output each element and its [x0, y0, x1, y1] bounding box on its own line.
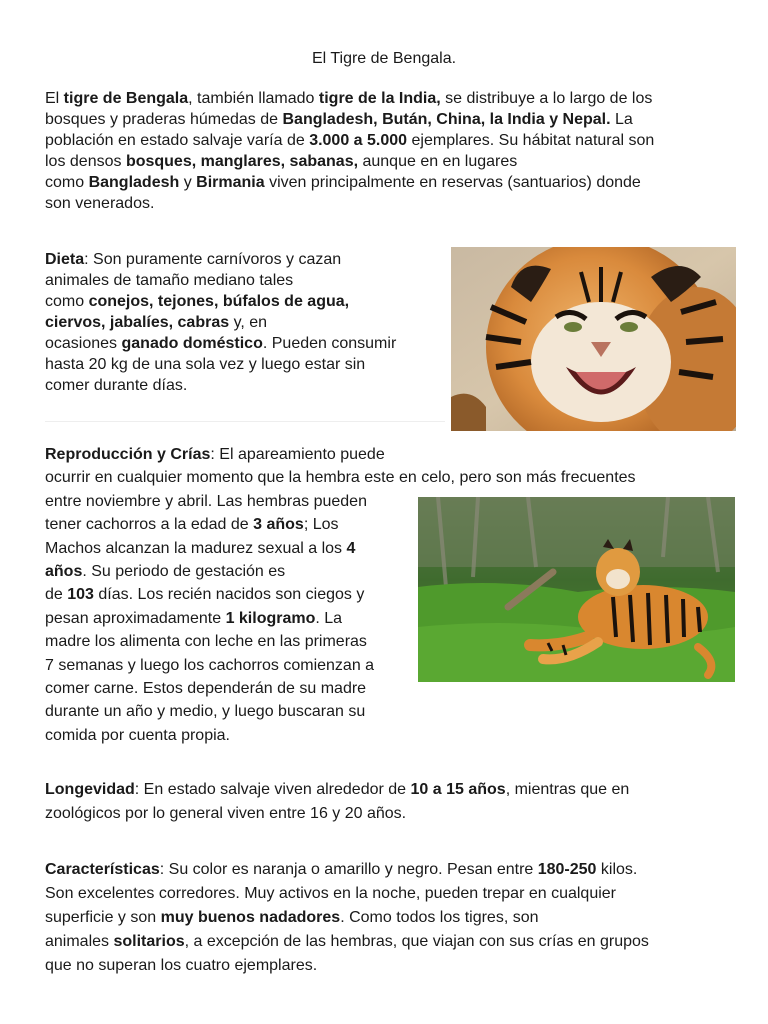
intro-line: bosques y praderas húmedas de Bangladesh, Bután, China, la India y Nepal. La: [45, 111, 633, 128]
reproduccion-line: 7 semanas y luego los cachorros comienzan a: [45, 656, 375, 674]
dieta-heading: Dieta: [45, 251, 85, 268]
intro-line: El tigre de Bengala, también llamado tigre de la India, se distribuye a lo largo de los: [45, 90, 653, 107]
reproduccion-line: entre noviembre y abril. Las hembras pueden: [45, 492, 367, 510]
dieta-line: hasta 20 kg de una sola vez y luego estar sin: [45, 356, 366, 373]
longevidad-paragraph: [45, 778, 629, 826]
intro-paragraph: [45, 88, 654, 214]
caracteristicas-heading: Características: [45, 861, 160, 878]
caracteristicas-line: Características: Su color es naranja o amarillo y negro. Pesan entre 180-250 kilos.: [45, 861, 638, 878]
caracteristicas-line: Son excelentes corredores. Muy activos en la noche, pueden trepar en cualquier: [45, 885, 617, 902]
longevidad-line: zoológicos por lo general viven entre 16 y 20 años.: [45, 805, 407, 822]
longevidad-heading: Longevidad: [45, 781, 135, 798]
document-title: El Tigre de Bengala.: [311, 50, 457, 67]
dieta-paragraph: [45, 249, 396, 396]
dieta-line: ciervos, jabalíes, cabras y, en: [45, 314, 268, 331]
dieta-line: comer durante días.: [45, 377, 188, 394]
tiger-head-photo: [451, 247, 736, 431]
reproduccion-line: de 103 días. Los recién nacidos son ciegos y: [45, 586, 365, 604]
dieta-line: ocasiones ganado doméstico. Pueden consumir: [45, 335, 397, 352]
reproduccion-line: durante un año y medio, y luego buscaran su: [45, 703, 366, 721]
reproduccion-line: madre los alimenta con leche en las primeras: [45, 633, 367, 651]
intro-line: los densos bosques, manglares, sabanas, aunque en en lugares: [45, 153, 518, 170]
caracteristicas-paragraph: [45, 858, 649, 978]
reproduccion-line: años. Su periodo de gestación es: [45, 562, 286, 580]
reproduccion-line: comida por cuenta propia.: [45, 726, 230, 744]
dieta-line: como conejos, tejones, búfalos de agua,: [45, 293, 350, 310]
reproduccion-line: tener cachorros a la edad de 3 años; Los: [45, 516, 339, 534]
caracteristicas-line: superficie y son muy buenos nadadores. Como todos los tigres, son: [45, 909, 539, 926]
dieta-line: Dieta: Son puramente carnívoros y cazan: [45, 251, 342, 268]
reproduccion-line: Reproducción y Crías: El apareamiento puede: [45, 446, 385, 463]
intro-line: son venerados.: [45, 195, 155, 212]
lying-tiger-photo: [418, 497, 735, 682]
reproduccion-heading: Reproducción y Crías: [45, 446, 211, 463]
intro-line: población en estado salvaje varía de 3.000 a 5.000 ejemplares. Su hábitat natural son: [45, 132, 655, 149]
reproduccion-line: Machos alcanzan la madurez sexual a los 4: [45, 539, 356, 557]
dieta-line: animales de tamaño mediano tales: [45, 272, 294, 289]
caracteristicas-line: que no superan los cuatro ejemplares.: [45, 957, 318, 974]
reproduccion-line: pesan aproximadamente 1 kilogramo. La: [45, 609, 343, 627]
reproduccion-line: comer carne. Estos dependerán de su madre: [45, 679, 367, 697]
caracteristicas-line: animales solitarios, a excepción de las hembras, que viajan con sus crías en grupos: [45, 933, 649, 950]
reproduccion-line: ocurrir en cualquier momento que la hembra este en celo, pero son más frecuentes: [45, 469, 636, 487]
intro-line: como Bangladesh y Birmania viven principalmente en reservas (santuarios) donde: [45, 174, 641, 191]
longevidad-line: Longevidad: En estado salvaje viven alrededor de 10 a 15 años, mientras que en: [45, 781, 630, 798]
section-divider: [45, 421, 445, 422]
